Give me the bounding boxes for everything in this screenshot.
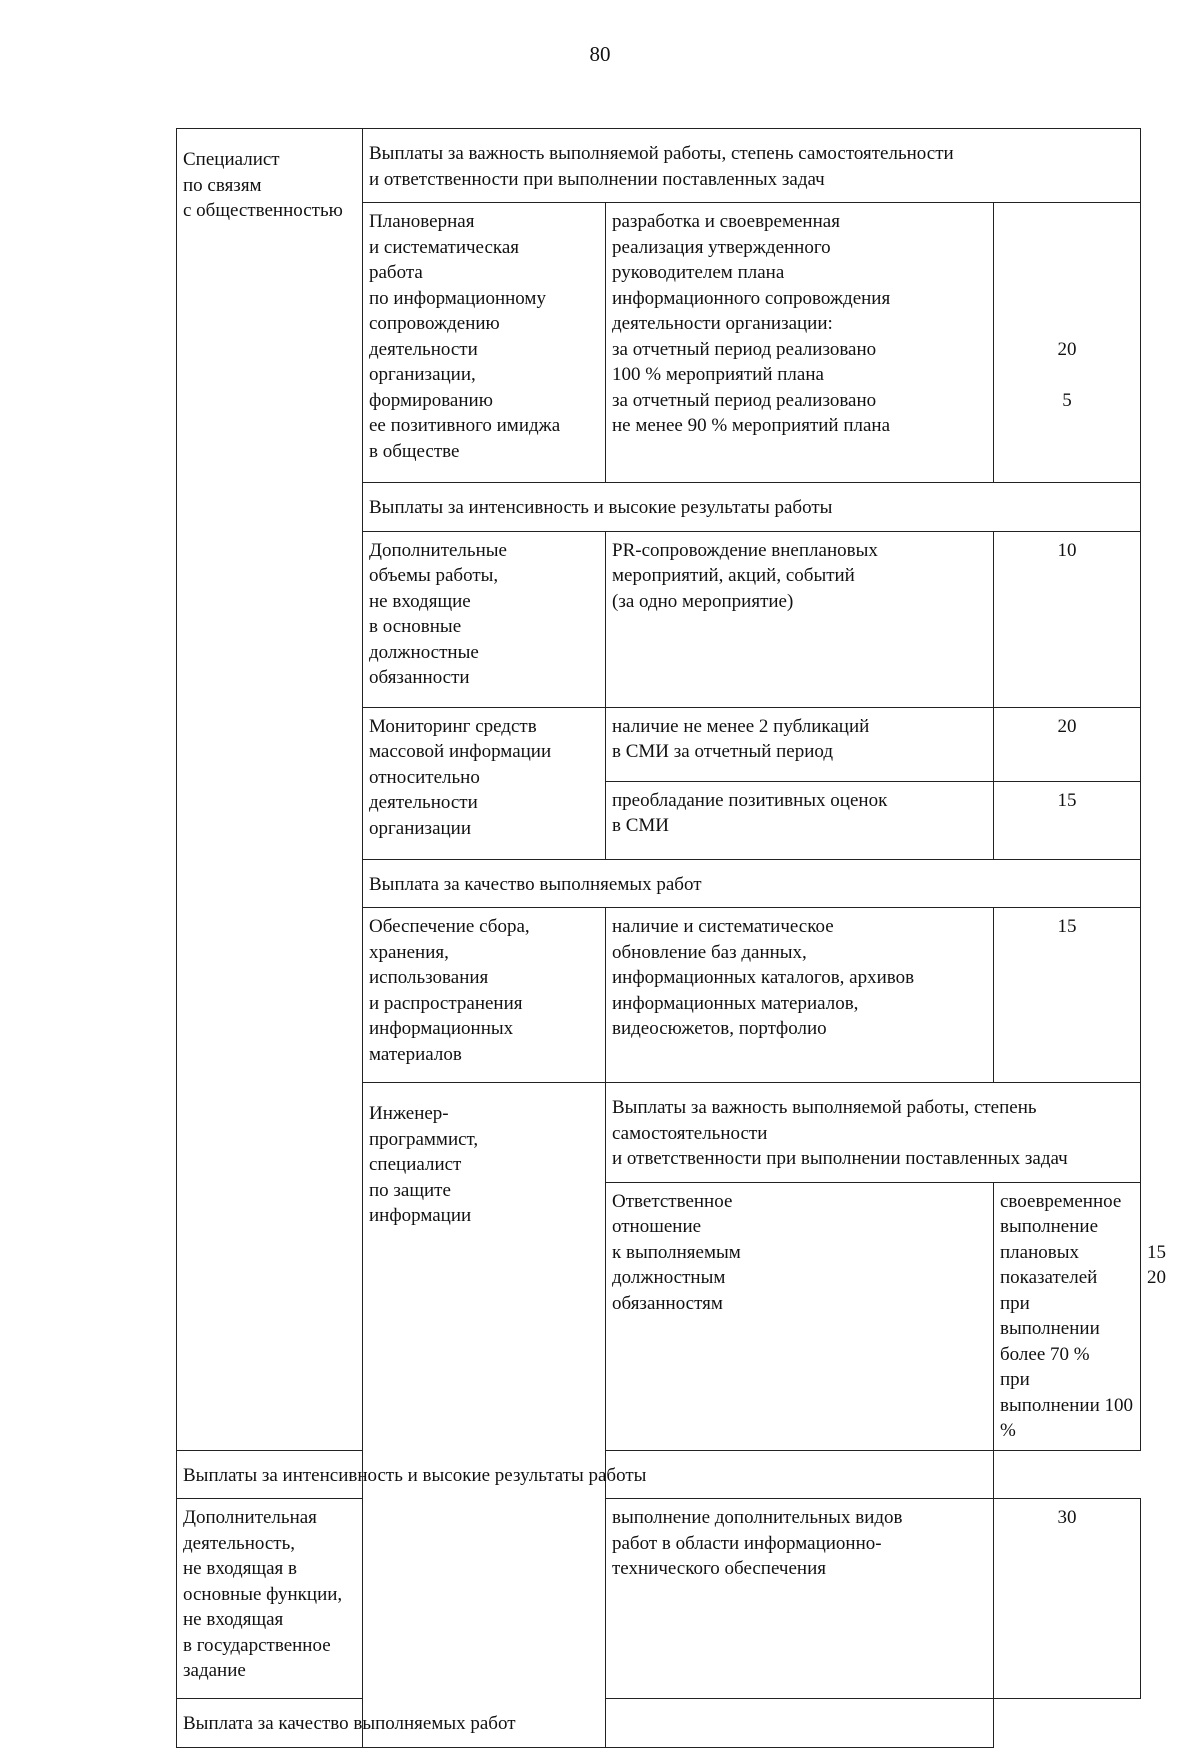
position-title: Специалист по связям с общественностью <box>177 129 363 1451</box>
value-cell: 20 5 <box>994 203 1141 483</box>
condition-cell: разработка и своевременная реализация утвержденного руководителем плана информационного сопровождения деятельности организации: за отчетный период реализовано 100 % мероприятий плана за отчетный период реализовано не менее 90 % мероприятий плана <box>606 203 994 483</box>
condition-cell: преобладание позитивных оценок в СМИ <box>606 781 994 859</box>
condition-cell: наличие не менее 2 публикаций в СМИ за отчетный период <box>606 707 994 781</box>
section-header: Выплата за качество выполняемых работ <box>363 859 1141 908</box>
condition-cell: наличие и систематическое обновление баз данных, информационных каталогов, архивов информационных материалов, видеосюжетов, портфолио <box>606 908 994 1083</box>
page-number: 80 <box>589 42 611 66</box>
condition-cell: выполнение дополнительных видов работ в области информационно- технического обеспечения <box>606 1499 994 1699</box>
value-cell: 10 <box>994 531 1141 707</box>
condition-cell: PR-сопровождение внеплановых мероприятий, акций, событий (за одно мероприятие) <box>606 531 994 707</box>
value-cell: 30 <box>994 1499 1141 1699</box>
criterion-cell: Дополнительная деятельность, не входящая в основные функции, не входящая в государственное задание <box>177 1499 363 1699</box>
position-title: Инженер- программист, специалист по защите информации <box>363 1083 606 1748</box>
section-header: Выплаты за интенсивность и высокие результаты работы <box>363 483 1141 532</box>
value-cell: 15 <box>994 908 1141 1083</box>
section-header: Выплаты за важность выполняемой работы, степень самостоятельности и ответственности при выполнении поставленных задач <box>363 129 1141 203</box>
payment-criteria-table: Специалист по связям с общественностью Выплаты за важность выполняемой работы, степень самостоятельности и ответственности при выполнении поставленных задач Плановерная и систематическая работа по информационному сопровождению деятельности организации, формированию ее позитивного имиджа в обществе разработка и своевременная реализация утвержденного руководителем плана информационного сопровождения деятельности организации: за отчетный период реализовано 100 % мероприятий плана за отчетный период реализовано не менее 90 % мероприятий плана 20 5 Выплаты за интенсивность и высокие результаты работы Дополнительные объемы работы, не входящие в основные должностные обязанности PR-сопровождение внеплановых мероприятий, акций, событий (за одно мероприятие) 10 Мониторинг средств массовой информации относительно деятельности организации наличие не менее 2 публикаций в СМИ за отчетный период 20 преобладание позитивных оценок в СМИ 15 Выплата за качество выполняемых работ Обеспечение сбора, хранения, использования и распространения информационных материалов наличие и систематическое обновление баз данных, информационных каталогов, архивов информационных материалов, видеосюжетов, портфолио 15 Инженер- программист, специалист по защите информации Выплаты за важность выполняемой работы, степень самостоятельности и ответственности при выполнении поставленных задач Ответственное отношение к выполняемым должностным обязанностям своевременное выполнение плановых показателей при выполнении более 70 % при выполнении 100 % 15 20 Выплаты за интенсивность и высокие результаты работы Дополнительная деятельность, не входящая в основные функции, не входящая в государственное задание выполнение дополнительных видов работ в области информационно- технического обеспечения 30 Выплата за качество выполняемых работ <box>176 128 1141 1748</box>
value-cell: 15 <box>994 781 1141 859</box>
condition-cell: своевременное выполнение плановых показателей при выполнении более 70 % при выполнении 100 % <box>994 1182 1141 1450</box>
section-header: Выплаты за важность выполняемой работы, степень самостоятельности и ответственности при выполнении поставленных задач <box>606 1083 1141 1183</box>
value-cell: 20 <box>994 707 1141 781</box>
section-header: Выплата за качество выполняемых работ <box>177 1699 994 1748</box>
criterion-cell: Обеспечение сбора, хранения, использования и распространения информационных материалов <box>363 908 606 1083</box>
criterion-cell: Плановерная и систематическая работа по информационному сопровождению деятельности организации, формированию ее позитивного имиджа в обществе <box>363 203 606 483</box>
criterion-cell: Мониторинг средств массовой информации относительно деятельности организации <box>363 707 606 859</box>
criterion-cell: Дополнительные объемы работы, не входящие в основные должностные обязанности <box>363 531 606 707</box>
section-header: Выплаты за интенсивность и высокие результаты работы <box>177 1450 994 1499</box>
criterion-cell: Ответственное отношение к выполняемым должностным обязанностям <box>606 1182 994 1450</box>
